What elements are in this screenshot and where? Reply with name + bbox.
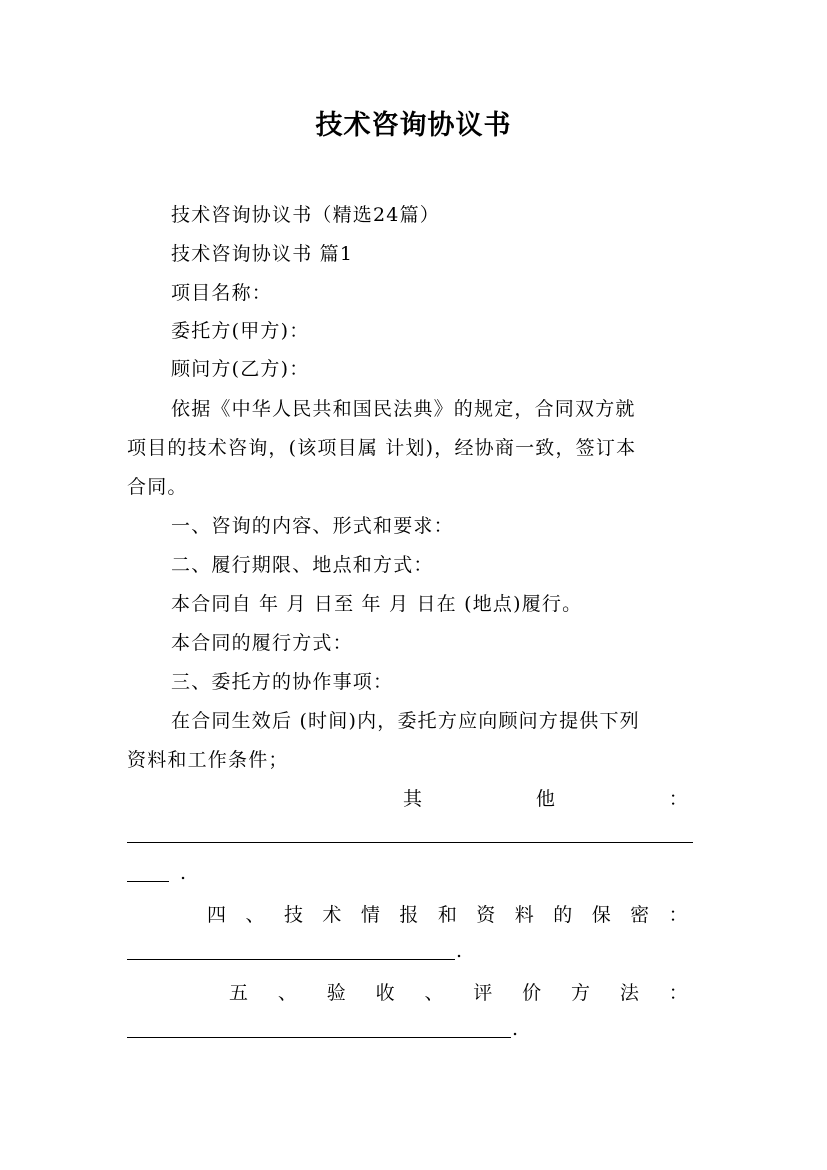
item-4-char: 情	[360, 904, 382, 926]
item-4-char: 的	[553, 904, 574, 926]
item-5-char: 评	[473, 982, 494, 1004]
item-5-blank-line	[127, 1037, 511, 1038]
item-5-char: 五	[229, 982, 250, 1004]
other-char: 他	[535, 788, 557, 810]
intro-paragraph-line-2: 项目的技术咨询，(该项目属 计划)，经协商一致，签订本	[127, 437, 637, 459]
item-1-heading: 一、咨询的内容、形式和要求：	[171, 515, 454, 537]
item-4-char: ：	[668, 904, 689, 926]
other-char: ：	[668, 788, 689, 810]
item-5-end-mark: .	[512, 1018, 519, 1040]
item-5-char: ：	[668, 982, 689, 1004]
period-line: 本合同自 年 月 日至 年 月 日在 (地点)履行。	[171, 593, 583, 615]
item-4-char: 技	[283, 904, 305, 926]
item-4-end-mark: .	[456, 940, 463, 962]
collab-paragraph-line-2: 资料和工作条件；	[127, 749, 289, 771]
intro-paragraph-line-3: 合同。	[127, 476, 188, 498]
item-4-char: 、	[245, 904, 266, 926]
item-5-heading	[229, 978, 689, 1005]
item-4-char: 术	[322, 904, 343, 926]
item-4-char: 四	[207, 904, 228, 926]
item-4-heading	[207, 900, 689, 927]
item-4-char: 和	[437, 904, 459, 926]
item-5-char: 法	[619, 982, 641, 1004]
collab-paragraph-line-1: 在合同生效后 (时间)内，委托方应向顾问方提供下列	[171, 710, 640, 732]
project-name-label: 项目名称：	[171, 282, 273, 304]
subtitle: 技术咨询协议书（精选24篇）	[171, 204, 440, 226]
other-blank-line-2	[127, 881, 169, 882]
other-heading	[403, 784, 689, 811]
item-4-blank-line	[127, 959, 455, 960]
item-5-char: 、	[277, 982, 299, 1004]
item-5-char: 方	[571, 982, 592, 1004]
other-blank-line	[127, 842, 693, 843]
intro-paragraph-line-1: 依据《中华人民共和国民法典》的规定，合同双方就	[171, 398, 636, 420]
item-4-char: 报	[399, 904, 420, 926]
item-5-char: 验	[326, 982, 347, 1004]
consultant-label: 顾问方(乙方)：	[171, 358, 310, 380]
other-char: 其	[403, 788, 424, 810]
other-end-mark: .	[180, 862, 187, 884]
item-5-char: 收	[375, 982, 396, 1004]
section-heading: 技术咨询协议书 篇1	[171, 243, 354, 265]
page-title: 技术咨询协议书	[315, 110, 512, 141]
item-4-char: 资	[476, 904, 497, 926]
item-5-char: 价	[522, 982, 543, 1004]
item-4-char: 料	[514, 904, 535, 926]
item-4-char: 保	[591, 904, 612, 926]
method-line: 本合同的履行方式：	[171, 632, 353, 654]
item-5-char: 、	[424, 982, 445, 1004]
item-4-char: 密	[630, 904, 651, 926]
client-label: 委托方(甲方)：	[171, 320, 310, 342]
item-2-heading: 二、履行期限、地点和方式：	[171, 554, 434, 576]
item-3-heading: 三、委托方的协作事项：	[171, 671, 394, 693]
